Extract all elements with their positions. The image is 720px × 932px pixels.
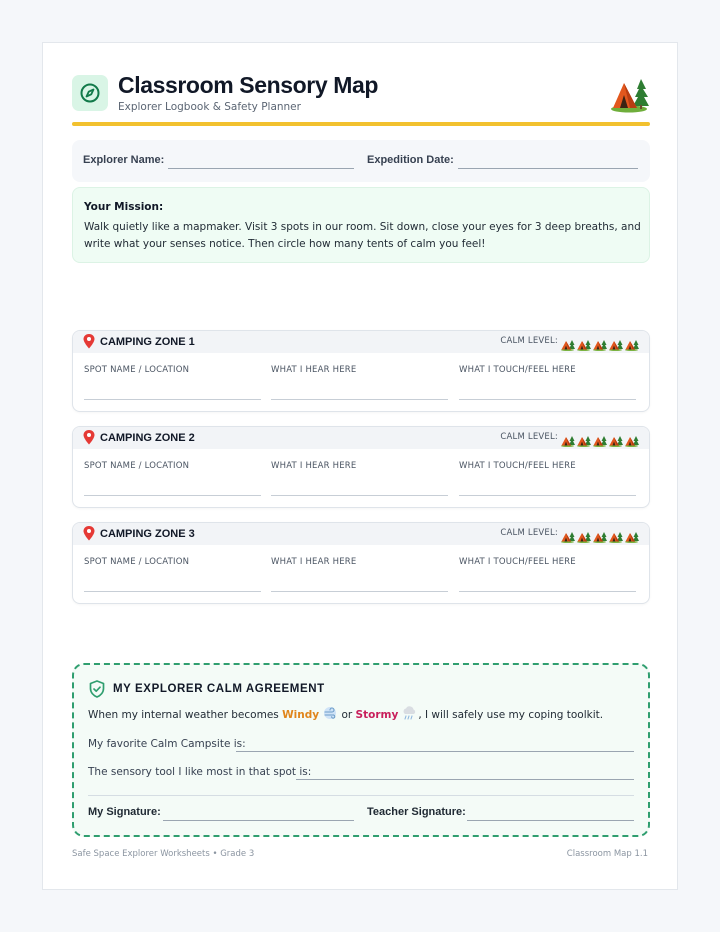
touch-feel-field[interactable] — [459, 591, 636, 592]
windy-label: Windy — [282, 709, 320, 721]
tent-icon[interactable] — [561, 432, 575, 445]
tent-icon[interactable] — [625, 528, 639, 541]
touch-feel-label: WHAT I TOUCH/FEEL HERE — [459, 365, 576, 375]
wind-icon — [319, 709, 338, 721]
agreement-title: MY EXPLORER CALM AGREEMENT — [113, 683, 325, 695]
expedition-date-field[interactable] — [458, 168, 638, 169]
zone-header — [73, 523, 649, 545]
calm-level-label: CALM LEVEL: — [500, 336, 558, 346]
camping-tent-icon — [610, 75, 650, 117]
spot-name-field[interactable] — [84, 399, 261, 400]
calm-level-label: CALM LEVEL: — [500, 528, 558, 538]
calm-agreement-box — [72, 663, 650, 837]
page-title: Classroom Sensory Map — [118, 72, 379, 98]
tent-icon[interactable] — [577, 528, 591, 541]
touch-feel-field[interactable] — [459, 399, 636, 400]
zone-title: CAMPING ZONE 2 — [100, 432, 195, 444]
footer-version: Classroom Map 1.1 — [566, 849, 648, 859]
agreement-divider — [88, 795, 634, 796]
zone-title: CAMPING ZONE 1 — [100, 336, 195, 348]
mission-box — [72, 187, 650, 263]
zone-header — [73, 427, 649, 449]
explorer-name-field[interactable] — [168, 168, 354, 169]
my-signature-label: My Signature: — [88, 806, 161, 818]
header-divider — [72, 122, 650, 126]
spot-name-label: SPOT NAME / LOCATION — [84, 461, 190, 471]
pin-icon — [83, 430, 95, 449]
tent-icon[interactable] — [609, 528, 623, 541]
mission-text: Walk quietly like a mapmaker. Visit 3 spots in our room. Sit down, close your eyes for 3 deep breaths, and write what your senses notice. Then circle how many tents of calm you feel! — [84, 221, 641, 250]
sensory-tool-label: The sensory tool I like most in that spot is: — [88, 766, 312, 778]
hear-field[interactable] — [271, 399, 448, 400]
agreement-intro-prefix: When my internal weather becomes — [88, 709, 283, 721]
tent-icon[interactable] — [561, 336, 575, 349]
pin-icon — [83, 526, 95, 545]
camping-zone-card — [72, 522, 650, 604]
camping-zone-card — [72, 330, 650, 412]
camping-zone-card — [72, 426, 650, 508]
tent-icon[interactable] — [609, 336, 623, 349]
calm-level-label: CALM LEVEL: — [500, 432, 558, 442]
pin-icon — [83, 334, 95, 353]
tent-icon[interactable] — [609, 432, 623, 445]
touch-feel-label: WHAT I TOUCH/FEEL HERE — [459, 557, 576, 567]
worksheet-page — [42, 42, 678, 890]
calm-campsite-field[interactable] — [236, 751, 634, 752]
tent-icon[interactable] — [577, 336, 591, 349]
hear-label: WHAT I HEAR HERE — [271, 365, 357, 375]
tent-icon[interactable] — [625, 432, 639, 445]
page-subtitle: Explorer Logbook & Safety Planner — [118, 101, 301, 113]
hear-label: WHAT I HEAR HERE — [271, 461, 357, 471]
zone-title: CAMPING ZONE 3 — [100, 528, 195, 540]
touch-feel-label: WHAT I TOUCH/FEEL HERE — [459, 461, 576, 471]
mission-title: Your Mission: — [84, 201, 164, 213]
sensory-tool-field[interactable] — [296, 779, 634, 780]
teacher-signature-field[interactable] — [467, 820, 634, 821]
expedition-date-label: Expedition Date: — [367, 154, 454, 166]
tent-icon[interactable] — [561, 528, 575, 541]
agreement-intro-suffix: , I will safely use my coping toolkit. — [418, 709, 604, 721]
calm-level-rating[interactable] — [561, 336, 639, 349]
spot-name-label: SPOT NAME / LOCATION — [84, 557, 190, 567]
compass-icon — [72, 75, 108, 111]
explorer-info-row — [72, 140, 650, 182]
hear-field[interactable] — [271, 495, 448, 496]
tent-icon[interactable] — [577, 432, 591, 445]
header — [72, 72, 650, 124]
zone-header — [73, 331, 649, 353]
spot-name-field[interactable] — [84, 591, 261, 592]
agreement-intro — [88, 706, 603, 721]
spot-name-field[interactable] — [84, 495, 261, 496]
tent-icon[interactable] — [593, 336, 607, 349]
footer-series: Safe Space Explorer Worksheets • Grade 3 — [72, 849, 255, 859]
calm-campsite-label: My favorite Calm Campsite is: — [88, 738, 246, 750]
tent-icon[interactable] — [625, 336, 639, 349]
touch-feel-field[interactable] — [459, 495, 636, 496]
hear-field[interactable] — [271, 591, 448, 592]
tent-icon[interactable] — [593, 528, 607, 541]
explorer-name-label: Explorer Name: — [83, 154, 165, 166]
agreement-or: or — [338, 709, 356, 721]
teacher-signature-label: Teacher Signature: — [367, 806, 466, 818]
storm-cloud-icon — [398, 709, 418, 721]
stormy-label: Stormy — [355, 709, 399, 721]
calm-level-rating[interactable] — [561, 432, 639, 445]
hear-label: WHAT I HEAR HERE — [271, 557, 357, 567]
my-signature-field[interactable] — [163, 820, 354, 821]
calm-level-rating[interactable] — [561, 528, 639, 541]
shield-check-icon — [89, 680, 105, 702]
tent-icon[interactable] — [593, 432, 607, 445]
spot-name-label: SPOT NAME / LOCATION — [84, 365, 190, 375]
